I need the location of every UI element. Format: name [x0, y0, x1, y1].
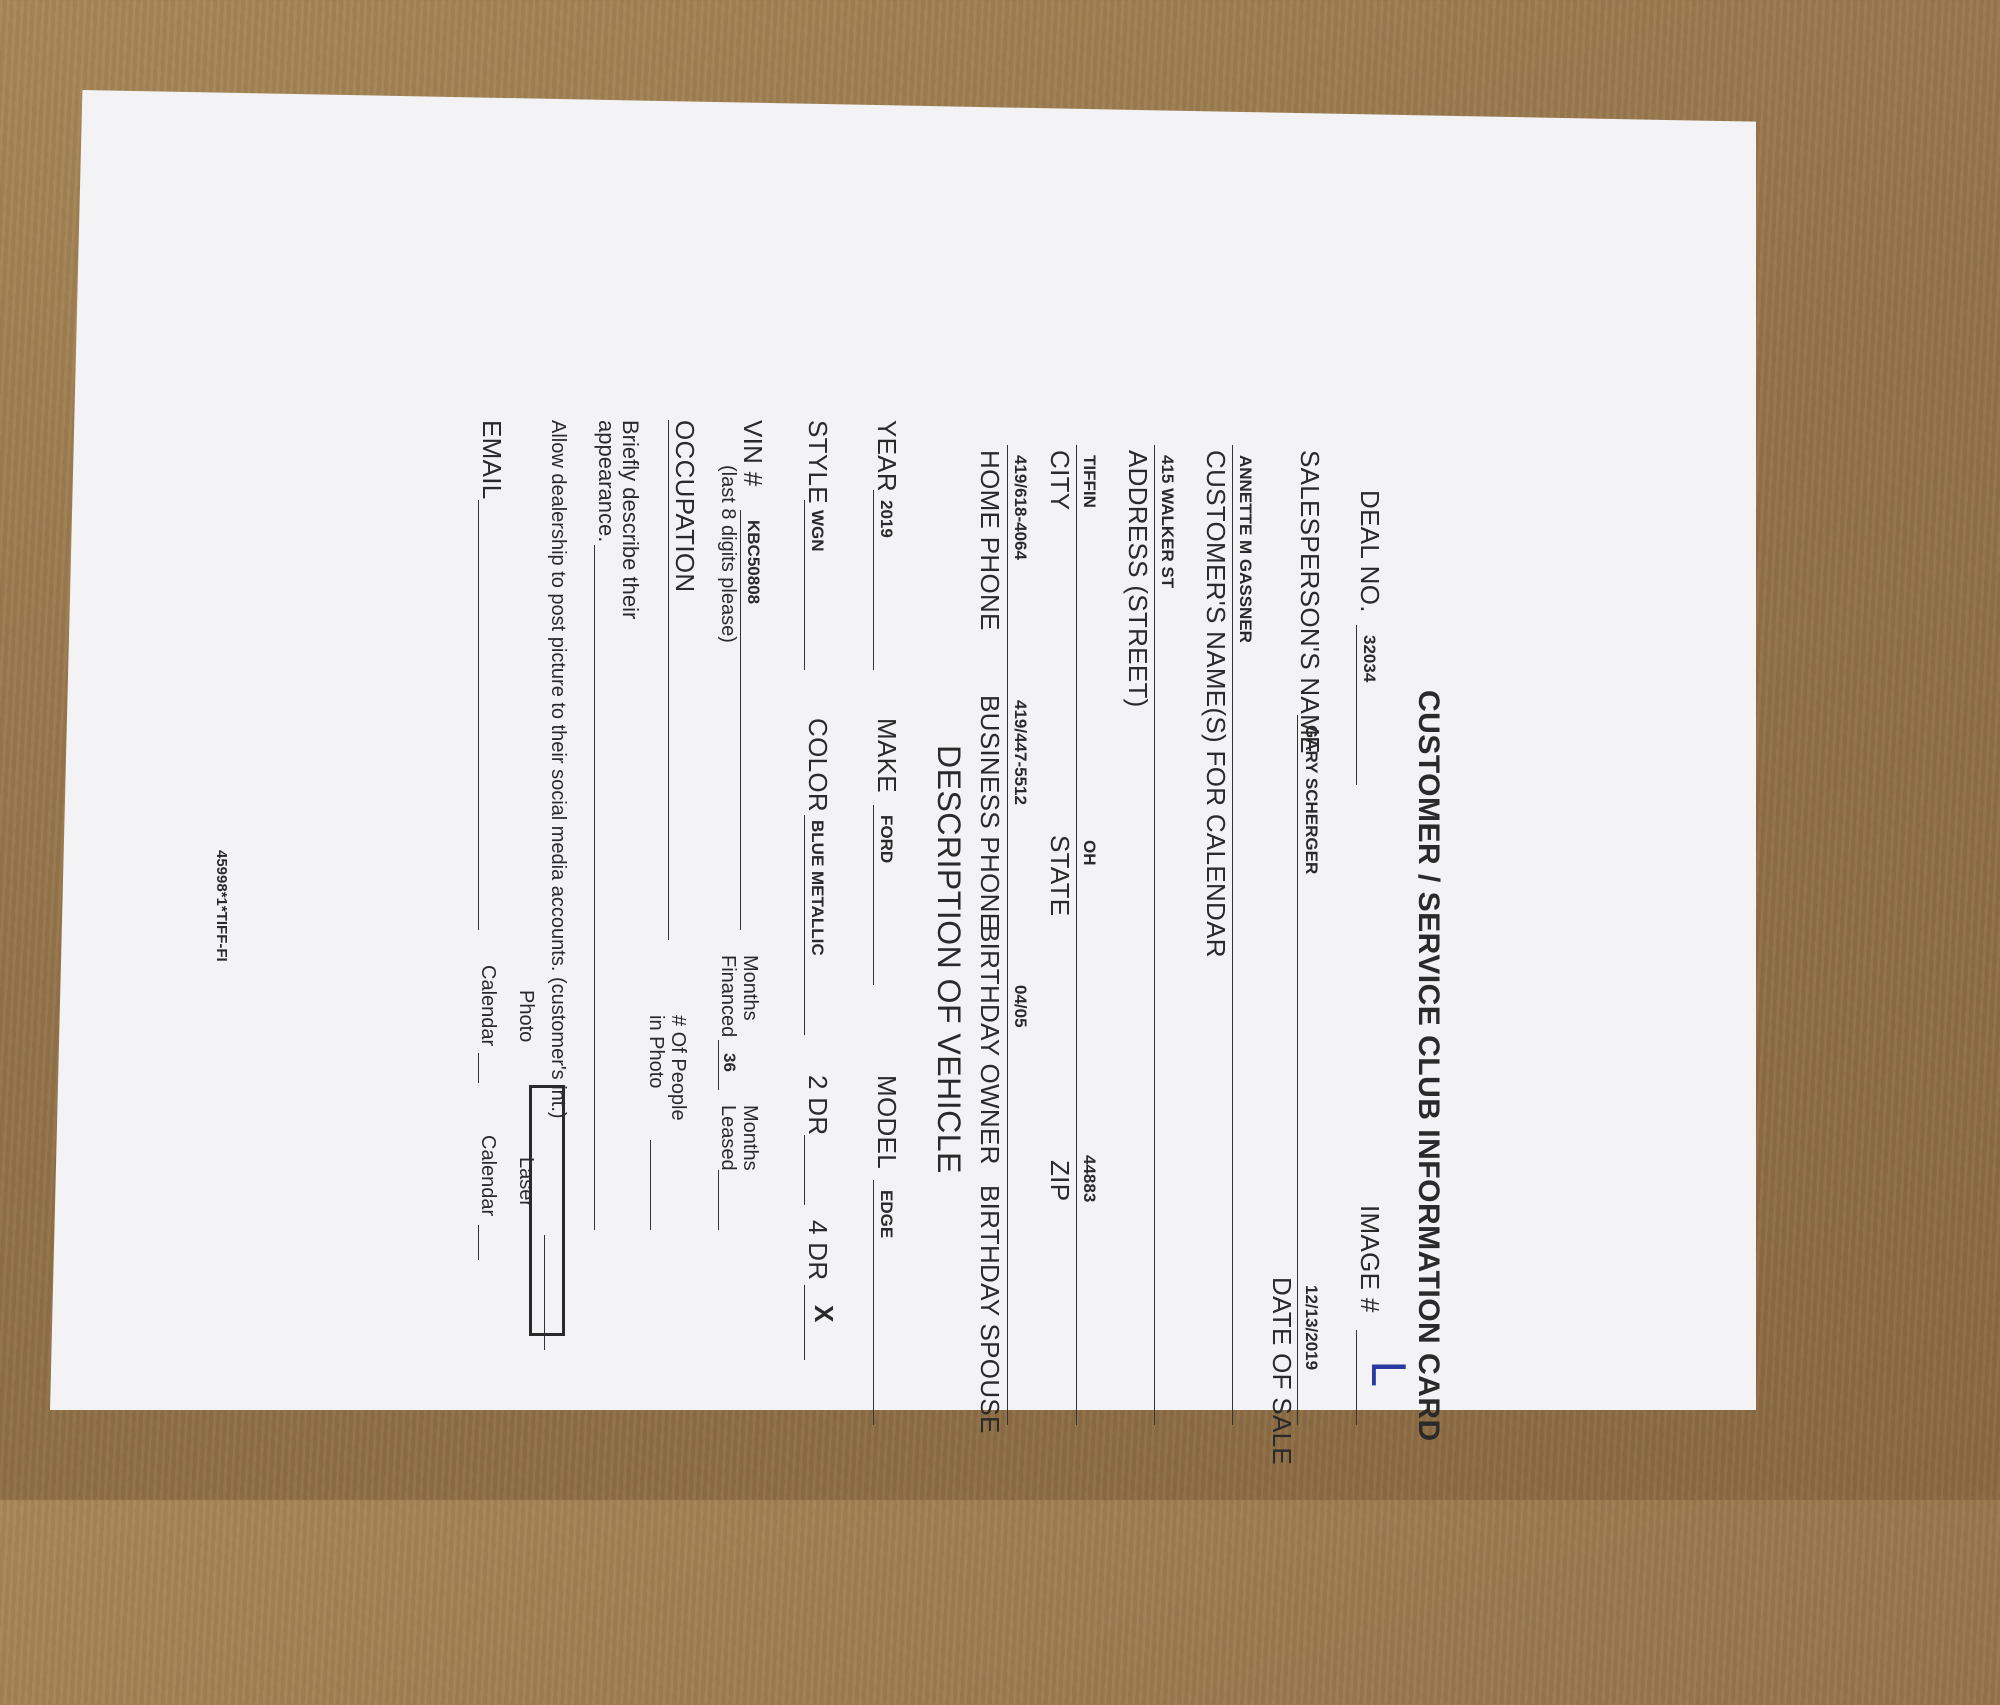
model-label: MODEL [872, 1075, 902, 1169]
describe-label-2: appearance. [594, 420, 619, 543]
address-line [1154, 445, 1155, 1425]
make-label: MAKE [872, 718, 902, 793]
months-leased-label-2: Leased [717, 1105, 739, 1171]
zip-field[interactable]: 44883 [1080, 1155, 1099, 1203]
year-field[interactable]: 2019 [877, 500, 896, 538]
make-line [873, 805, 874, 985]
date-of-sale-label: DATE OF SALE [1267, 1277, 1297, 1466]
deal-no-line [1356, 625, 1357, 785]
laser-calendar-line[interactable] [478, 1225, 479, 1260]
laser-calendar-label-1: Laser [515, 1157, 537, 1208]
occupation-line[interactable] [668, 420, 669, 940]
form-code: 45998*1*TIFF-FI [213, 850, 230, 962]
image-number-field[interactable]: L [1361, 1360, 1415, 1386]
customer-names-line [1232, 445, 1233, 1425]
photo-calendar-label-1: Photo [515, 990, 537, 1043]
zip-label: ZIP [1045, 1160, 1075, 1202]
color-label: COLOR [803, 718, 833, 812]
phone-birthday-line [1007, 445, 1008, 1425]
home-phone-field[interactable]: 419/618-4064 [1011, 455, 1030, 560]
customer-names-label: CUSTOMER'S NAME(S) FOR CALENDAR [1201, 450, 1231, 958]
photo-calendar-label-2: Calendar [477, 965, 499, 1047]
months-leased-line[interactable] [718, 1170, 719, 1230]
model-field[interactable]: EDGE [877, 1190, 896, 1239]
two-door-checkline[interactable] [804, 1135, 805, 1205]
describe-line[interactable] [594, 545, 595, 1230]
color-field[interactable]: BLUE METALLIC [808, 820, 827, 956]
deal-no-field[interactable]: 32034 [1360, 635, 1379, 683]
city-state-zip-line [1076, 445, 1077, 1425]
city-field[interactable]: TIFFIN [1080, 455, 1099, 508]
people-in-photo-label-2: in Photo [645, 1015, 667, 1089]
address-field[interactable]: 415 WALKER ST [1158, 455, 1177, 589]
occupation-label: OCCUPATION [670, 420, 700, 593]
vehicle-heading: DESCRIPTION OF VEHICLE [931, 745, 967, 1174]
birthday-spouse-label: BIRTHDAY SPOUSE [975, 1185, 1005, 1434]
photo-box [529, 1085, 565, 1336]
customer-names-field[interactable]: ANNETTE M GASSNER [1236, 455, 1255, 643]
months-leased-label-1: Months [739, 1105, 761, 1171]
style-line [804, 500, 805, 670]
photo-calendar-line[interactable] [478, 1053, 479, 1083]
email-line[interactable] [478, 500, 479, 930]
salesperson-label: SALESPERSON'S NAME [1295, 450, 1325, 754]
months-financed-field[interactable]: 36 [720, 1053, 739, 1072]
vin-label: VIN # [738, 420, 768, 487]
describe-label-1: Briefly describe their [618, 420, 643, 620]
customer-info-card [0, 385, 1445, 1705]
image-number-line [1356, 1330, 1357, 1425]
four-door-label: 4 DR [803, 1220, 833, 1281]
salesperson-field[interactable]: GARY SCHERGER [1302, 725, 1321, 875]
make-field[interactable]: FORD [877, 815, 896, 864]
birthday-owner-field[interactable]: 04/05 [1011, 985, 1030, 1028]
social-media-permission-text: Allow dealership to post picture to their social media accounts. (customer's int.) [547, 420, 569, 1119]
vin-field[interactable]: KBC50808 [744, 520, 763, 605]
state-label: STATE [1045, 835, 1075, 917]
address-label: ADDRESS (STREET) [1123, 450, 1153, 708]
year-line [873, 490, 874, 670]
months-financed-label-1: Months [739, 955, 761, 1021]
deal-no-label: DEAL NO. [1355, 490, 1385, 613]
date-of-sale-field[interactable]: 12/13/2019 [1302, 1285, 1321, 1371]
laser-calendar-label-2: Calendar [477, 1135, 499, 1217]
two-door-label: 2 DR [803, 1075, 833, 1136]
business-phone-field[interactable]: 419/447-5512 [1011, 700, 1030, 805]
birthday-owner-label: BIRTHDAY OWNER [975, 925, 1005, 1165]
style-field[interactable]: WGN [808, 510, 827, 552]
color-line [804, 815, 805, 1035]
state-field[interactable]: OH [1080, 840, 1099, 866]
vin-note: (last 8 digits please) [717, 465, 739, 643]
model-line [873, 1180, 874, 1425]
form-title: CUSTOMER / SERVICE CLUB INFORMATION CARD [1412, 690, 1445, 1442]
people-in-photo-label-1: # Of People [667, 1015, 689, 1121]
people-in-photo-line[interactable] [650, 1140, 651, 1230]
months-financed-label-2: Financed [717, 955, 739, 1038]
four-door-checkline[interactable] [804, 1285, 805, 1360]
year-label: YEAR [872, 420, 902, 493]
email-label: EMAIL [477, 420, 507, 500]
style-label: STYLE [803, 420, 833, 504]
city-label: CITY [1045, 450, 1075, 511]
business-phone-label: BUSINESS PHONE [975, 695, 1005, 931]
salesperson-line [1297, 715, 1298, 1425]
four-door-mark: X [809, 1305, 839, 1323]
image-number-label: IMAGE # [1355, 1205, 1385, 1313]
vin-line [740, 510, 741, 930]
home-phone-label: HOME PHONE [975, 450, 1005, 631]
